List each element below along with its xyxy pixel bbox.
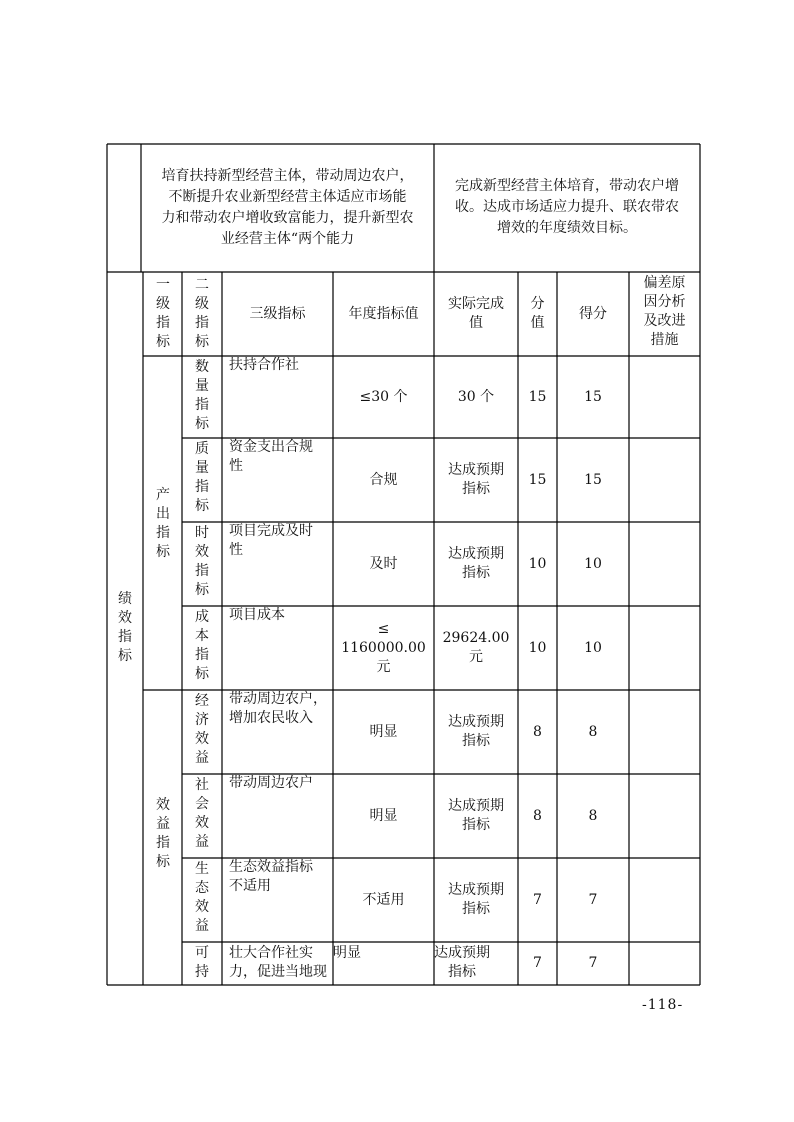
row-level2-label: 可 持: [195, 945, 209, 980]
row-score: 15: [528, 471, 547, 488]
row-deviation: [629, 606, 700, 690]
row-level3-indicator: 生态效益指标 不适用: [229, 859, 313, 894]
row-score: 8: [533, 723, 542, 740]
row-actual-value: 29624.00 元: [442, 630, 510, 665]
row-actual-value: 达成预期 指标: [434, 945, 490, 980]
row-deviation: [629, 942, 700, 985]
row-level2-label: 成 本 指 标: [195, 609, 209, 682]
group-benefit-indicator: 效 益 指 标: [156, 797, 170, 870]
page-number: -118-: [642, 997, 684, 1013]
row-level2-label: 数 量 指 标: [195, 359, 209, 432]
row-annual-value: 明显: [333, 945, 361, 961]
header-annual-value: 年度指标值: [348, 305, 419, 322]
goal-left-text: 培育扶持新型经营主体，带动周边农户， 不断提升农业新型经营主体适应市场能 力和带动农户增收致富能力，提升新型农 业经营主体“两个能力: [161, 168, 414, 247]
row-deviation: [629, 690, 700, 774]
row-deviation: [629, 522, 700, 606]
row-level3-indicator: 项目成本: [229, 607, 285, 623]
row-level2-label: 社 会 效 益: [195, 777, 209, 850]
row-got-score: 15: [584, 388, 602, 405]
header-level2: 二 级 指 标: [195, 277, 209, 350]
row-got-score: 7: [588, 891, 598, 908]
header-actual-value: 实际完成 值: [448, 296, 504, 331]
row-score: 10: [528, 555, 547, 572]
group-output-indicator: 产 出 指 标: [156, 487, 170, 560]
row-level3-indicator: 扶持合作社: [229, 357, 299, 373]
goal-right-text: 完成新型经营主体培育，带动农户增 收。达成市场适应力提升、联农带农 增效的年度绩效目标。: [455, 178, 679, 236]
row-got-score: 15: [584, 471, 602, 488]
row-annual-value: 明显: [369, 723, 398, 740]
row-level3-indicator: 项目完成及时 性: [229, 523, 313, 558]
row-score: 15: [528, 388, 547, 405]
row-annual-value: ≤30 个: [359, 388, 408, 405]
header-deviation: 偏差原 因分析 及改进 措施: [643, 275, 686, 348]
row-actual-value: 达成预期 指标: [448, 882, 504, 917]
row-annual-value: 合规: [369, 471, 398, 488]
row-actual-value: 30 个: [457, 388, 495, 405]
row-actual-value: 达成预期 指标: [448, 714, 504, 749]
row-score: 7: [533, 891, 542, 908]
row-level2-label: 质 量 指 标: [195, 441, 209, 514]
row-level2-label: 经 济 效 益: [195, 693, 209, 766]
row-got-score: 8: [588, 723, 598, 740]
row-deviation: [629, 438, 700, 522]
row-got-score: 10: [584, 555, 602, 572]
row-level3-indicator: 资金支出合规 性: [229, 439, 313, 474]
performance-indicator-label: 绩 效 指 标: [118, 591, 132, 664]
row-annual-value: 及时: [369, 555, 398, 572]
header-got-score: 得分: [579, 305, 607, 322]
row-annual-value: 明显: [369, 807, 398, 824]
row-level3-indicator: 壮大合作社实 力，促进当地现: [229, 945, 327, 980]
row-deviation: [629, 774, 700, 858]
row-got-score: 8: [588, 807, 598, 824]
row-actual-value: 达成预期 指标: [448, 462, 504, 497]
row-actual-value: 达成预期 指标: [448, 546, 504, 581]
row-annual-value: ≤ 1160000.00 元: [341, 620, 426, 675]
row-level2-label: 时 效 指 标: [195, 525, 209, 598]
row-score: 7: [533, 955, 542, 971]
row-deviation: [629, 356, 700, 438]
row-score: 10: [528, 639, 547, 656]
row-actual-value: 达成预期 指标: [448, 798, 504, 833]
header-level3: 三级指标: [249, 305, 306, 322]
row-got-score: 10: [584, 639, 602, 656]
row-got-score: 7: [588, 955, 598, 971]
header-score: 分 值: [530, 296, 545, 331]
row-deviation: [629, 858, 700, 942]
row-level2-label: 生 态 效 益: [195, 861, 209, 934]
row-level3-indicator: 带动周边农户: [229, 775, 313, 791]
row-annual-value: 不适用: [362, 891, 405, 908]
header-level1: 一 级 指 标: [156, 277, 170, 350]
row-level3-indicator: 带动周边农户， 增加农民收入: [229, 691, 327, 726]
row-score: 8: [533, 807, 542, 824]
